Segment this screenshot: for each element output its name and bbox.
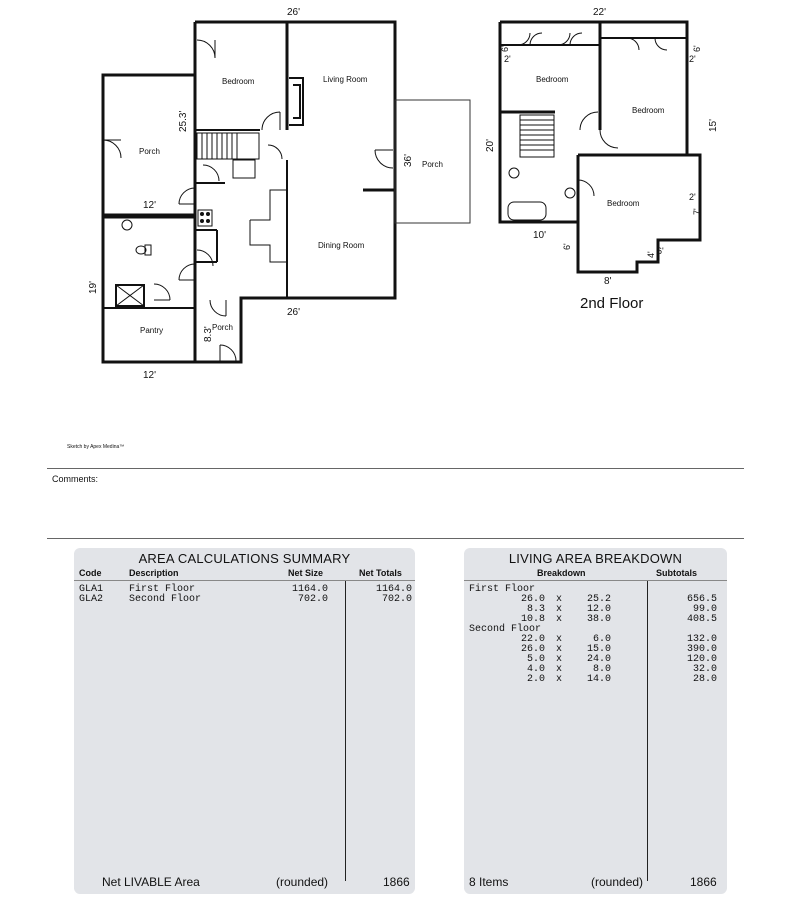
divider-top — [47, 468, 744, 469]
room-label-bedroom: Bedroom — [222, 77, 255, 86]
subtotal: 390.0 — [686, 644, 717, 655]
floor-plan-sketch — [0, 0, 795, 440]
room-label-bedroom-2c: Bedroom — [607, 199, 640, 208]
dim-a: 10.8 — [520, 614, 545, 625]
dim2-right-7: 7' — [692, 208, 702, 215]
dim-b: 15.0 — [586, 644, 611, 655]
living-breakdown-panel — [464, 548, 727, 894]
dim-bedroom-side: 25.3' — [178, 110, 189, 132]
dim-a: 26.0 — [520, 594, 545, 605]
bath-sink-icon — [122, 220, 132, 230]
dim2-right-top-2: 2' — [689, 54, 696, 64]
subtotal: 132.0 — [686, 634, 717, 645]
room-label-dining-room: Dining Room — [318, 241, 365, 250]
subtotal: 120.0 — [686, 654, 717, 665]
rounded-label: (rounded) — [276, 875, 329, 889]
dim-pantry-bottom: 12' — [143, 370, 157, 381]
col-net-size: Net Size — [288, 568, 324, 578]
section-first-floor: First Floor — [469, 584, 536, 595]
dim2-bottom-8: 8' — [604, 276, 612, 287]
items-count: 8 Items — [469, 875, 509, 889]
kitchen-sink — [233, 160, 255, 178]
times-sign: x — [556, 614, 563, 625]
comments-label: Comments: — [52, 474, 99, 484]
row-net-total: 702.0 — [381, 594, 412, 605]
rounded-label: (rounded) — [591, 875, 644, 889]
dim2-top: 22' — [593, 7, 607, 18]
subtotal: 28.0 — [692, 674, 717, 685]
row-net-total: 1164.0 — [375, 584, 412, 595]
breakdown-total: 1866 — [690, 875, 717, 889]
col-code: Code — [79, 568, 102, 578]
dim-a: 22.0 — [520, 634, 545, 645]
times-sign: x — [556, 654, 563, 665]
room-label-living-room: Living Room — [323, 75, 368, 84]
col-subtotals: Subtotals — [656, 568, 698, 578]
room-label-bedroom-2a: Bedroom — [536, 75, 569, 84]
dim2-bottom-6-vert: 6' — [562, 243, 572, 250]
sketch-credit: Sketch by Apex Medina™ — [67, 444, 125, 450]
dim2-bottom-4: 4' — [646, 251, 656, 258]
dim-a: 5.0 — [526, 654, 545, 665]
header-rule — [464, 580, 727, 581]
room-label-bedroom-2b: Bedroom — [632, 106, 665, 115]
shower-icon — [116, 285, 144, 306]
area-summary-panel — [74, 548, 415, 894]
dim-bottom: 26' — [287, 307, 301, 318]
totals-divider — [345, 581, 346, 881]
subtotals-divider — [647, 581, 648, 881]
row-description: First Floor — [129, 584, 196, 595]
col-breakdown: Breakdown — [537, 568, 586, 578]
second-floor-outline — [500, 22, 700, 272]
toilet-icon — [136, 245, 151, 255]
living-breakdown-title: LIVING AREA BREAKDOWN — [508, 551, 683, 566]
dim2-left-top-2: 2' — [504, 54, 511, 64]
dim-porch-left-bottom: 12' — [143, 200, 157, 211]
stove-icon — [198, 210, 212, 226]
porch-left-wall — [103, 75, 195, 215]
times-sign: x — [556, 644, 563, 655]
dim-porch-small-side: 8.3' — [203, 326, 214, 342]
dim2-right-top-6: 6' — [692, 45, 702, 52]
dim-b: 38.0 — [586, 614, 611, 625]
dim-b: 14.0 — [586, 674, 611, 685]
dim2-left-top-6: 6' — [500, 45, 510, 52]
dim-a: 26.0 — [520, 644, 545, 655]
room-label-porch-right: Porch — [422, 160, 443, 169]
dim-top: 26' — [287, 7, 301, 18]
dim-b: 24.0 — [586, 654, 611, 665]
col-description: Description — [129, 568, 179, 578]
section-second-floor: Second Floor — [469, 624, 542, 635]
dim2-bottom-10: 10' — [533, 230, 547, 241]
header-rule — [74, 580, 415, 581]
room-label-porch-small: Porch — [212, 323, 233, 332]
times-sign: x — [556, 634, 563, 645]
stairs-first-floor — [197, 133, 259, 159]
dim-a: 8.3 — [526, 604, 545, 615]
dim2-bottom-6: 6' — [657, 246, 664, 256]
room-label-porch-left: Porch — [139, 147, 160, 156]
net-livable-label: Net LIVABLE Area — [102, 875, 200, 889]
times-sign: x — [556, 604, 563, 615]
fireplace — [289, 78, 303, 125]
subtotal: 656.5 — [686, 594, 717, 605]
dim-b: 25.2 — [586, 594, 611, 605]
dim-a: 4.0 — [526, 664, 545, 675]
times-sign: x — [556, 594, 563, 605]
room-label-pantry: Pantry — [140, 326, 164, 335]
subtotal: 32.0 — [692, 664, 717, 675]
dim2-left-side: 20' — [485, 138, 496, 152]
second-floor-title: 2nd Floor — [580, 295, 644, 312]
times-sign: x — [556, 674, 563, 685]
dim-a: 2.0 — [526, 674, 545, 685]
dim2-right-2: 2' — [689, 192, 696, 202]
subtotal: 408.5 — [686, 614, 717, 625]
row-net-size: 702.0 — [297, 594, 328, 605]
row-description: Second Floor — [129, 594, 202, 605]
kitchen-counter — [250, 190, 287, 262]
second-floor-fixtures — [508, 33, 667, 220]
dim-left-side: 19' — [88, 280, 99, 294]
row-code: GLA1 — [79, 584, 104, 595]
divider-bottom — [47, 538, 744, 539]
area-summary-title: AREA CALCULATIONS SUMMARY — [138, 551, 351, 566]
dim-b: 8.0 — [592, 664, 611, 675]
col-net-totals: Net Totals — [359, 568, 402, 578]
subtotal: 99.0 — [692, 604, 717, 615]
dim-b: 6.0 — [592, 634, 611, 645]
dim-b: 12.0 — [586, 604, 611, 615]
stairs-second-floor — [520, 115, 554, 157]
row-net-size: 1164.0 — [291, 584, 328, 595]
times-sign: x — [556, 664, 563, 675]
dim-porch-right-side: 36' — [403, 153, 414, 167]
net-livable-total: 1866 — [383, 875, 410, 889]
dim2-right-side: 15' — [708, 118, 719, 132]
row-code: GLA2 — [79, 594, 104, 605]
